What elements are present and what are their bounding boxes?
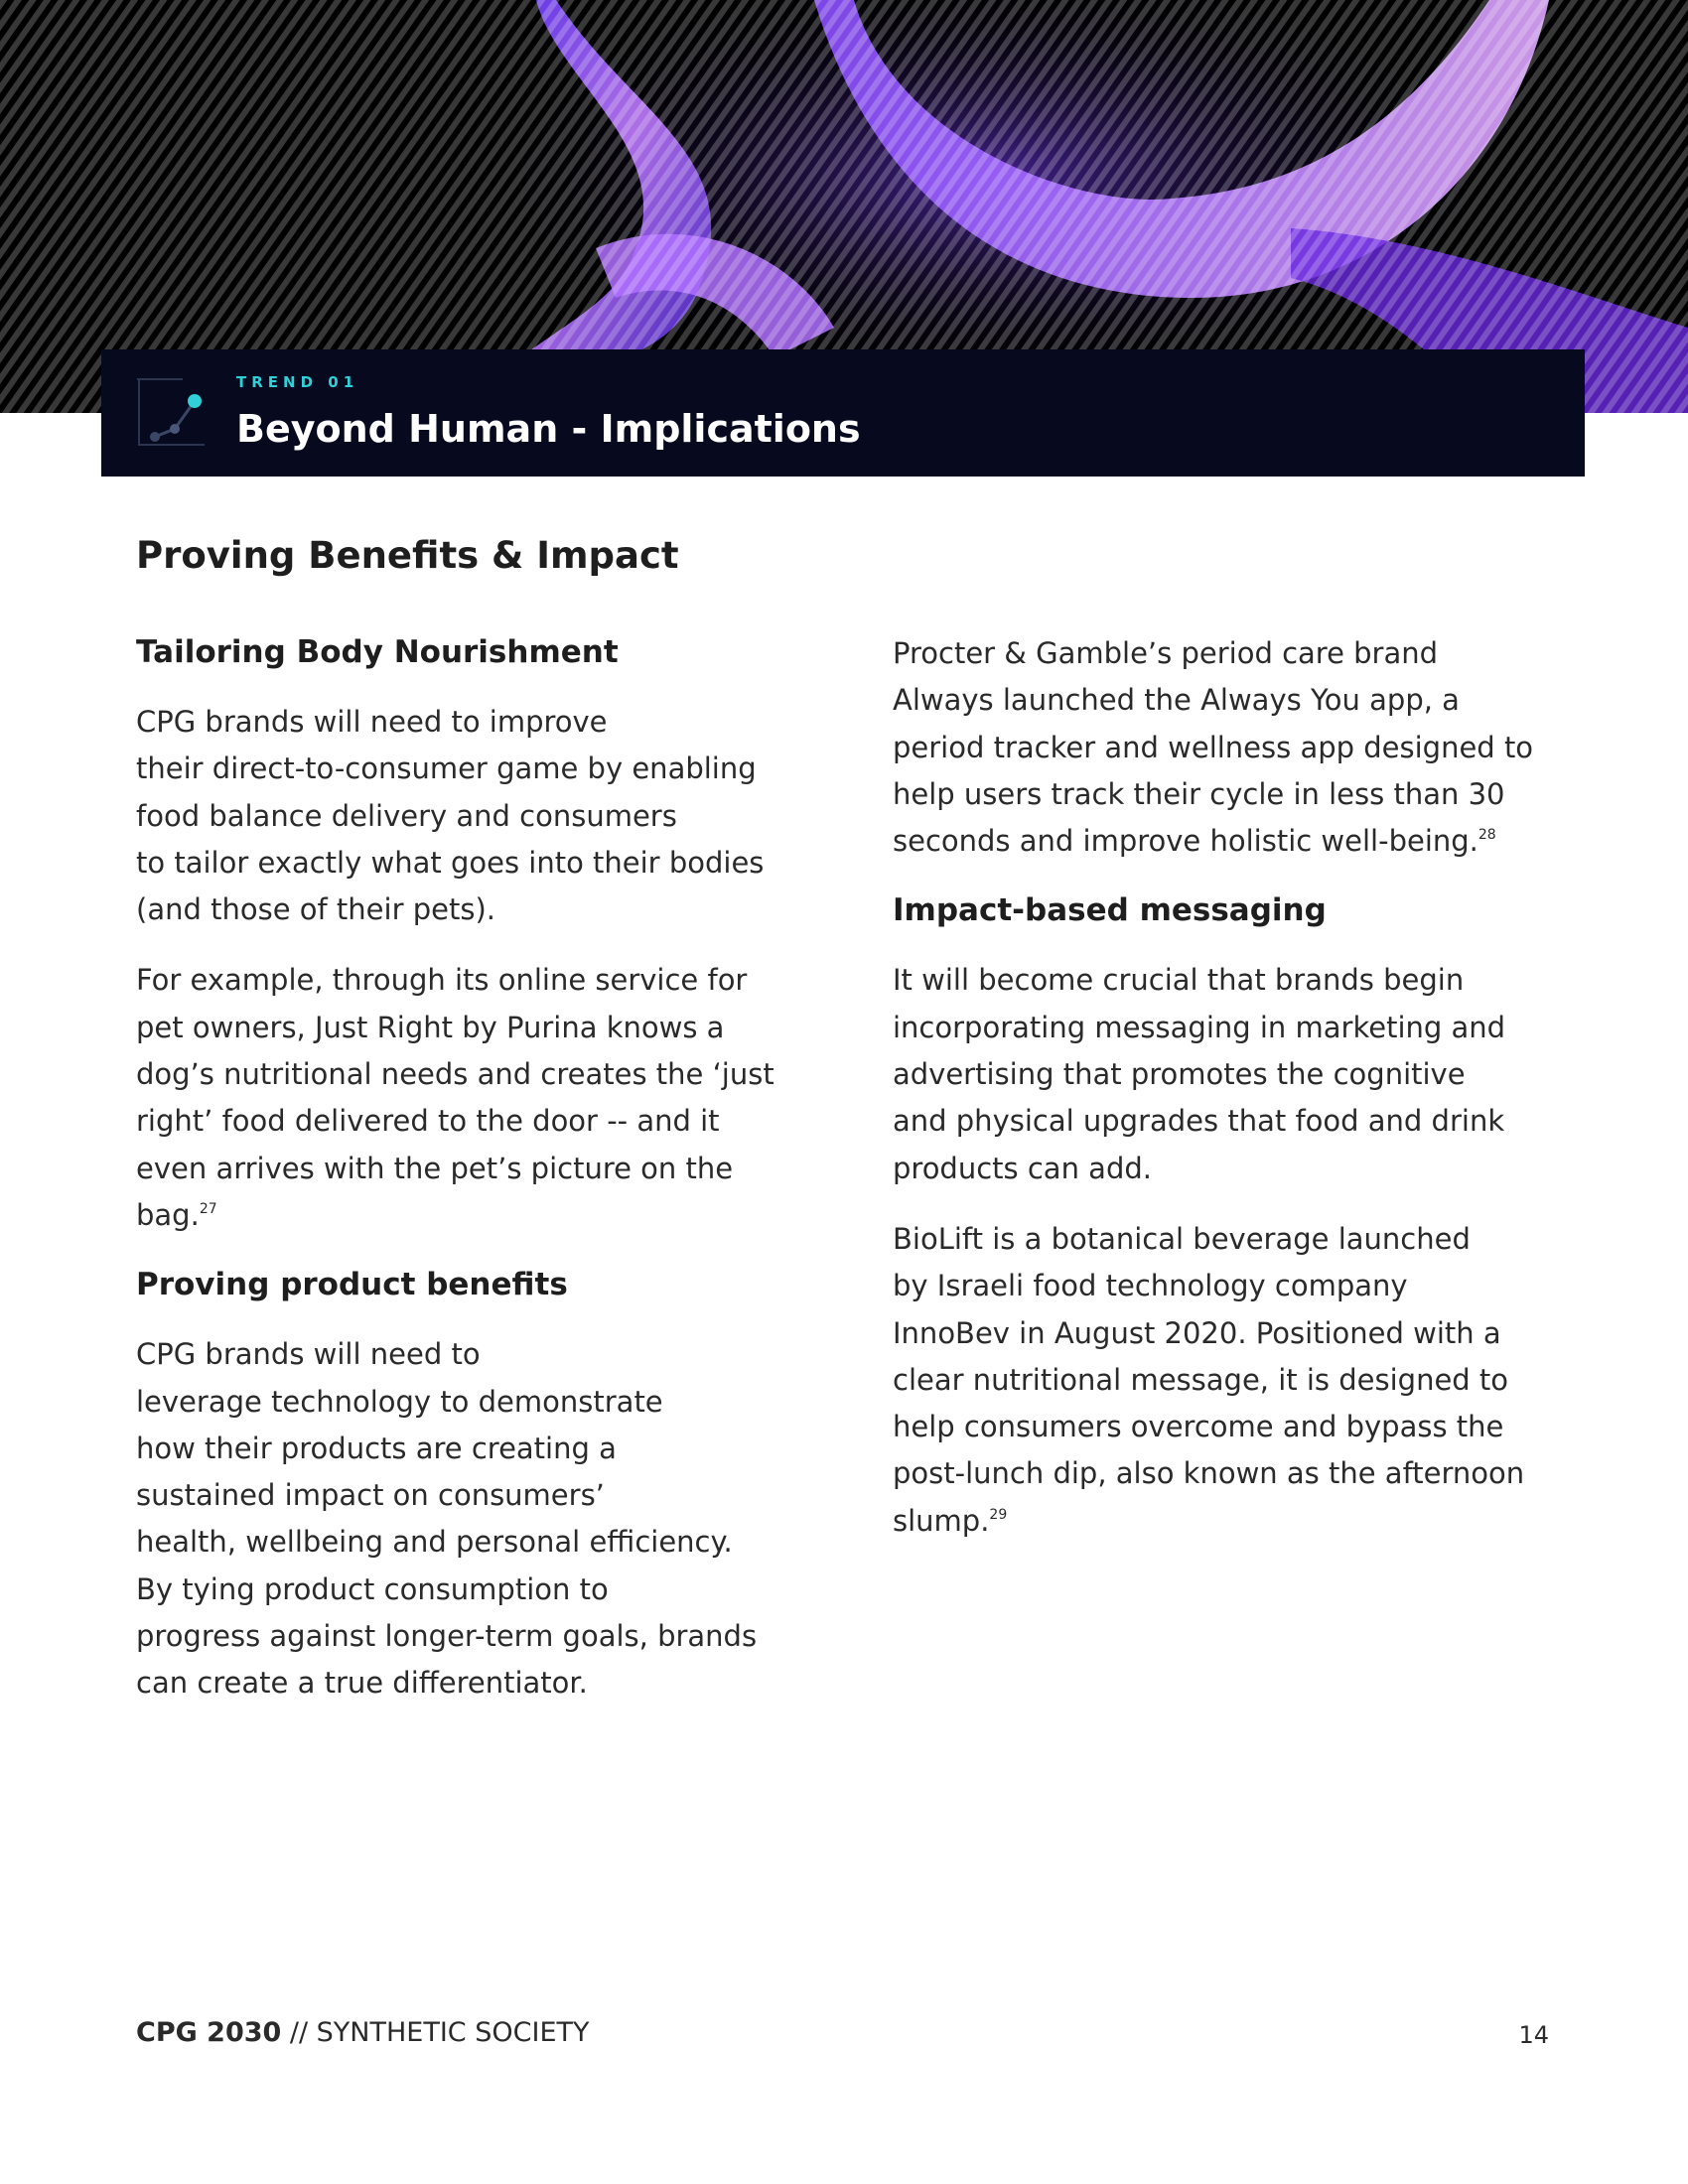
text-line: (and those of their pets).: [136, 892, 495, 927]
footnote-ref: 29: [989, 1506, 1008, 1523]
text-line: to tailor exactly what goes into their bodies: [136, 845, 765, 880]
text-line: post-lunch dip, also known as the afternoon: [893, 1456, 1525, 1491]
text-line: by Israeli food technology company: [893, 1269, 1408, 1303]
paragraph-biolift: [893, 1216, 1568, 1545]
footnote-ref: 27: [199, 1200, 217, 1217]
heading-proving-product-benefits: Proving product benefits: [136, 1267, 568, 1303]
trend-label: TREND 01: [236, 373, 359, 391]
text-line: CPG brands will need to improve: [136, 705, 608, 739]
trend-banner: [101, 349, 1585, 477]
paragraph-impact-messaging: [893, 957, 1568, 1191]
text-line: help users track their cycle in less than 30: [893, 776, 1505, 811]
section-title: Proving Benefits & Impact: [136, 534, 679, 577]
text-line: Always launched the Always You app, a: [893, 683, 1460, 718]
banner-title: Beyond Human - Implications: [236, 407, 861, 451]
text-line: dog’s nutritional needs and creates the ‘just: [136, 1057, 774, 1092]
paragraph-purina-example: [136, 957, 811, 1239]
text-line: BioLift is a botanical beverage launched: [893, 1221, 1471, 1256]
text-line: sustained impact on consumers’: [136, 1478, 605, 1513]
paragraph-product-benefits: [136, 1331, 811, 1706]
heading-impact-based-messaging: Impact-based messaging: [893, 892, 1327, 929]
text-line: progress against longer-term goals, brands: [136, 1619, 758, 1654]
text-fragment: slump.: [893, 1503, 990, 1538]
right-column: [893, 630, 1568, 1569]
footer-brand: CPG 2030: [136, 2017, 282, 2048]
text-line: their direct-to-consumer game by enabling: [136, 751, 757, 786]
text-line: products can add.: [893, 1151, 1152, 1185]
text-line: For example, through its online service for: [136, 963, 748, 998]
text-line: Procter & Gamble’s period care brand: [893, 636, 1439, 670]
text-line: [893, 1498, 1568, 1545]
text-line: and physical upgrades that food and drink: [893, 1104, 1505, 1139]
trend-progress-icon: [133, 373, 212, 453]
text-line: It will become crucial that brands begin: [893, 963, 1465, 998]
text-line: even arrives with the pet’s picture on the: [136, 1151, 734, 1185]
text-line: CPG brands will need to: [136, 1337, 481, 1372]
text-line: period tracker and wellness app designed to: [893, 730, 1534, 764]
text-line: [136, 1192, 811, 1239]
footer-subtitle: SYNTHETIC SOCIETY: [316, 2017, 590, 2048]
footnote-ref: 28: [1477, 827, 1496, 844]
text-fragment: seconds and improve holistic well-being.: [893, 824, 1478, 859]
text-line: incorporating messaging in marketing and: [893, 1010, 1506, 1044]
text-line: By tying product consumption to: [136, 1571, 609, 1606]
text-line: advertising that promotes the cognitive: [893, 1057, 1466, 1092]
paragraph-always-you-app: [893, 630, 1568, 865]
text-fragment: bag.: [136, 1197, 200, 1232]
text-line: health, wellbeing and personal efficiency.: [136, 1525, 733, 1560]
heading-tailoring-body-nourishment: Tailoring Body Nourishment: [136, 634, 619, 670]
text-line: help consumers overcome and bypass the: [893, 1410, 1504, 1444]
text-line: how their products are creating a: [136, 1431, 617, 1465]
text-line: InnoBev in August 2020. Positioned with a: [893, 1315, 1501, 1350]
text-line: leverage technology to demonstrate: [136, 1384, 663, 1419]
text-line: [893, 818, 1568, 865]
left-column: [136, 630, 811, 1731]
text-line: right’ food delivered to the door -- and it: [136, 1104, 720, 1139]
text-line: pet owners, Just Right by Purina knows a: [136, 1010, 725, 1044]
footer-separator: //: [281, 2017, 317, 2048]
paragraph-tailoring: [136, 699, 811, 933]
text-line: can create a true differentiator.: [136, 1666, 588, 1701]
footer-title: [136, 2017, 590, 2048]
text-line: food balance delivery and consumers: [136, 798, 677, 833]
page-number: 14: [1518, 2021, 1549, 2049]
text-line: clear nutritional message, it is designed to: [893, 1362, 1509, 1397]
